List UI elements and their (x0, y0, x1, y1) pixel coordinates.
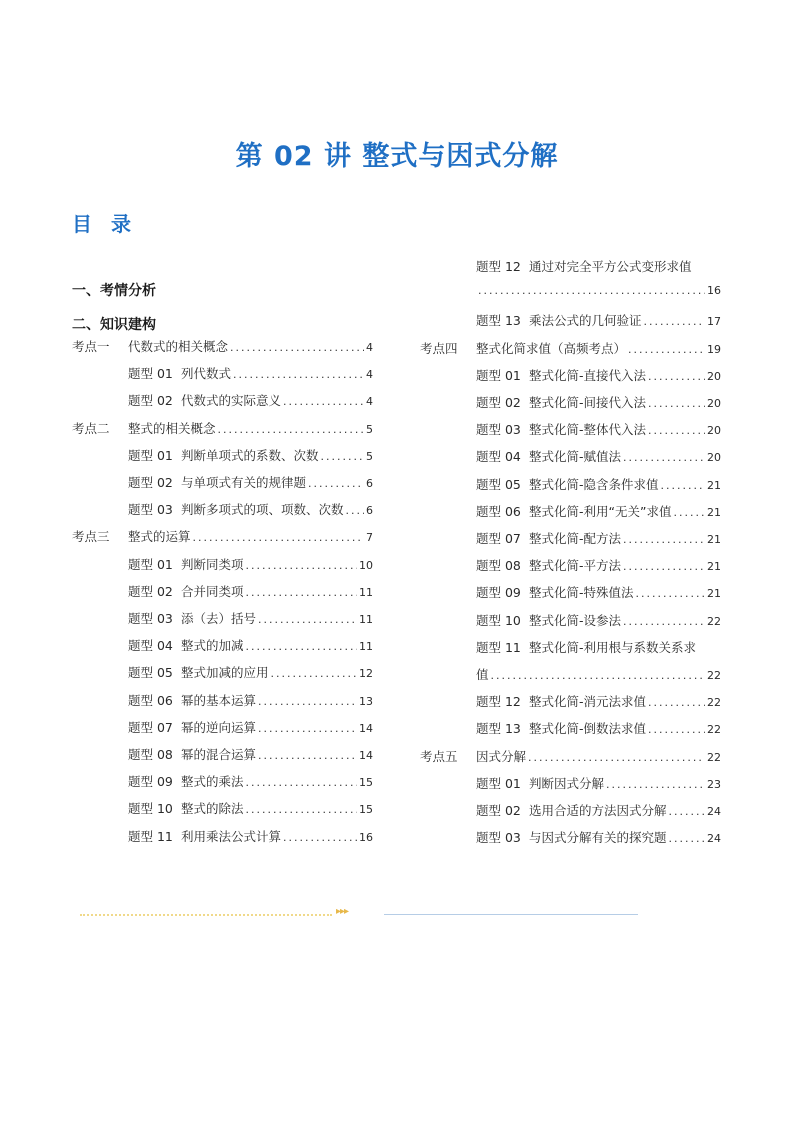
toc-entry-title: 列代数式 (181, 366, 232, 382)
toc-type-number: 题型 02 (128, 475, 173, 490)
toc-type-number: 题型 02 (476, 803, 521, 818)
toc-page-number: 20 (707, 451, 721, 465)
separator-solid-line (384, 914, 638, 915)
toc-page-number: 21 (707, 587, 721, 601)
toc-type-number: 题型 08 (128, 747, 173, 762)
toc-entry-title: 判断同类项 (181, 556, 244, 572)
toc-section-number: 考点五 (420, 748, 458, 764)
toc-entry-label (128, 772, 244, 790)
toc-entry-label (128, 446, 319, 464)
toc-entry-label (476, 774, 604, 792)
toc-entry-title: 整式化简-消元法求值 (529, 694, 647, 710)
toc-page-number: 13 (359, 694, 373, 708)
toc-page-number: 14 (359, 749, 373, 762)
toc-page-number: 15 (359, 776, 373, 790)
toc-leader-dots (648, 696, 705, 709)
toc-leader-dots (673, 506, 705, 519)
toc-page-number: 5 (366, 449, 373, 463)
toc-page-number: 22 (707, 723, 721, 737)
toc-leader-dots (246, 640, 357, 653)
separator-arrows-icon: ▸▸▸ (336, 906, 349, 917)
toc-leader-dots (669, 832, 705, 845)
toc-entry-label (476, 529, 621, 547)
toc-page-number: 16 (707, 284, 721, 298)
toc-entry-title: 整式的加减 (181, 638, 244, 654)
toc-leader-dots (661, 479, 705, 492)
toc-type-number: 题型 09 (128, 774, 173, 790)
toc-type-number: 题型 03 (128, 502, 173, 518)
toc-leader-dots (644, 315, 705, 328)
toc-entry-title: 整式加减的应用 (181, 665, 269, 681)
toc-page-number: 22 (707, 696, 721, 710)
toc-entry-label (128, 609, 256, 627)
toc-type-number: 题型 05 (476, 476, 521, 492)
toc-entry[interactable] (128, 391, 373, 411)
toc-page-number: 17 (707, 315, 721, 329)
toc-entry-title: 整式化简-配方法 (529, 531, 622, 546)
section-knowledge[interactable]: 二、知识建构 (72, 317, 156, 333)
toc-entry[interactable] (128, 718, 373, 738)
toc-page-number: 5 (366, 422, 373, 436)
toc-leader-dots (246, 586, 357, 599)
toc-entry-label (128, 718, 256, 736)
toc-page-number: 19 (707, 342, 721, 356)
toc-entry-title: 幂的逆向运算 (181, 719, 257, 735)
toc-entry[interactable] (128, 582, 373, 602)
toc-leader-dots (271, 667, 357, 680)
toc-entry-title: 幂的基本运算 (181, 692, 257, 708)
toc-entry-label (476, 311, 642, 329)
toc-leader-dots (623, 560, 705, 573)
toc-entry[interactable] (476, 692, 721, 712)
toc-type-number: 题型 09 (476, 585, 521, 601)
toc-entry-title: 整式化简-利用根与系数关系求 (529, 639, 697, 655)
toc-section-number: 考点三 (72, 529, 110, 545)
toc-type-number: 题型 07 (476, 531, 521, 546)
toc-entry[interactable] (476, 502, 721, 522)
toc-type-number: 题型 11 (128, 828, 173, 844)
toc-entry[interactable] (128, 772, 373, 792)
toc-entry-title: 通过对完全平方公式变形求值 (529, 259, 692, 274)
toc-entry-title: 整式化简-设参法 (529, 612, 622, 628)
toc-page-number: 16 (359, 830, 373, 844)
toc-type-number: 题型 12 (476, 259, 521, 274)
toc-page-number: 12 (359, 667, 373, 681)
toc-entry-label (476, 801, 667, 819)
toc-leader-dots (606, 778, 705, 791)
toc-entry[interactable] (476, 665, 721, 685)
toc-page-number: 21 (707, 533, 721, 546)
toc-entry-label (72, 527, 191, 545)
toc-leader-dots (648, 424, 705, 437)
toc-entry-title: 添（去）括号 (181, 611, 257, 626)
toc-entry-label (128, 555, 244, 573)
toc-type-number: 题型 11 (476, 639, 521, 655)
toc-leader-dots (648, 370, 705, 383)
toc-leader-dots (258, 613, 357, 626)
toc-entry-label (476, 638, 721, 656)
toc-page-number: 20 (707, 397, 721, 410)
toc-entry-label (128, 827, 281, 845)
toc-section-number: 考点一 (72, 339, 110, 354)
toc-type-number: 题型 02 (128, 583, 173, 599)
toc-leader-dots (628, 343, 705, 356)
toc-entry[interactable] (476, 583, 721, 603)
toc-entry-title: 利用乘法公式计算 (181, 828, 282, 844)
toc-leader-dots (623, 615, 705, 628)
toc-page-number: 24 (707, 805, 721, 818)
toc-entry-label (476, 420, 646, 438)
toc-entry-title: 整式的运算 (128, 529, 191, 545)
toc-type-number: 题型 10 (128, 801, 173, 817)
toc-page-number: 24 (707, 832, 721, 846)
separator-dotted-line (80, 914, 332, 916)
toc-entry-label (420, 339, 626, 357)
toc-entry-title: 整式化简-利用“无关”求值 (529, 503, 672, 519)
toc-entry-title: 判断因式分解 (529, 775, 605, 791)
toc-entry-title: 幂的混合运算 (181, 747, 257, 762)
toc-entry-title: 整式的乘法 (181, 774, 244, 790)
toc-page-number: 14 (359, 721, 373, 735)
toc-leader-dots (218, 423, 364, 436)
toc-entry-label (476, 828, 667, 846)
toc-type-number: 题型 03 (476, 830, 521, 846)
toc-entry-title: 选用合适的方法因式分解 (529, 803, 667, 818)
toc-type-number: 题型 01 (128, 556, 173, 572)
toc-page-number: 21 (707, 478, 721, 492)
toc-entry-title: 乘法公式的几何验证 (529, 313, 642, 329)
toc-leader-dots (193, 531, 364, 544)
toc-leader-dots (636, 587, 705, 600)
toc-page-number: 10 (359, 558, 373, 572)
toc-type-number: 题型 12 (476, 694, 521, 710)
toc-entry-label (476, 447, 621, 465)
toc-entry-label (476, 475, 659, 493)
toc-entry[interactable] (476, 447, 721, 467)
toc-entry-title: 整式化简-倒数法求值 (529, 721, 647, 737)
toc-entry[interactable] (476, 774, 721, 794)
toc-entry-label (128, 473, 306, 491)
toc-entry-label (476, 611, 621, 629)
toc-entry-title: 判断多项式的项、项数、次数 (181, 502, 344, 518)
toc-entry-label (128, 391, 281, 409)
toc-page-number: 7 (366, 531, 373, 545)
toc-entry-title: 合并同类项 (181, 583, 244, 599)
toc-page-number: 11 (359, 585, 373, 599)
toc-type-number: 题型 05 (128, 665, 173, 681)
toc-entry-label (72, 337, 228, 355)
toc-entry-label (128, 691, 256, 709)
toc-leader-dots (491, 669, 705, 682)
toc-entry[interactable] (420, 339, 721, 359)
toc-entry-label (420, 747, 526, 765)
toc-leader-dots (258, 722, 357, 735)
toc-entry[interactable] (128, 745, 373, 765)
toc-entry-label (476, 665, 489, 683)
toc-entry-title: 代数式的实际意义 (181, 393, 282, 409)
toc-entry[interactable] (72, 337, 373, 357)
toc-entry[interactable] (128, 555, 373, 575)
toc-page-number: 6 (366, 504, 373, 518)
toc-entry-title: 整式化简-整体代入法 (529, 422, 647, 438)
toc-entry[interactable] (128, 364, 373, 384)
toc-leader-dots (648, 723, 705, 736)
toc-entry[interactable] (128, 663, 373, 683)
toc-entry-label (128, 745, 256, 763)
toc-entry[interactable] (72, 527, 373, 547)
toc-leader-dots (258, 749, 357, 762)
toc-page-number: 15 (359, 803, 373, 817)
toc-type-number: 题型 10 (476, 612, 521, 628)
toc-leader-dots (246, 776, 357, 789)
toc-leader-dots (648, 397, 705, 410)
toc-leader-dots (246, 803, 357, 816)
toc-leader-dots (321, 450, 364, 463)
toc-entry-label (128, 364, 231, 382)
toc-entry[interactable] (128, 691, 373, 711)
toc-entry[interactable] (476, 366, 721, 386)
toc-entry-title: 整式化简-隐含条件求值 (529, 476, 659, 492)
toc-entry-title: 与单项式有关的规律题 (181, 475, 307, 490)
toc-entry[interactable] (476, 529, 721, 549)
toc-entry-label (128, 799, 244, 817)
toc-entry[interactable] (476, 556, 721, 576)
toc-entry-title: 整式化简-赋值法 (529, 449, 622, 465)
toc-leader-dots (283, 831, 357, 844)
toc-entry-title: 代数式的相关概念 (128, 339, 229, 354)
toc-leader-dots (308, 477, 364, 490)
toc-type-number: 题型 04 (128, 638, 173, 654)
toc-entry[interactable] (128, 827, 373, 847)
toc-page-number: 22 (707, 614, 721, 628)
toc-page-number: 11 (359, 613, 373, 626)
toc-entry-label (476, 719, 646, 737)
toc-page-number: 23 (707, 777, 721, 791)
toc-section-number: 考点二 (72, 420, 110, 436)
toc-type-number: 题型 08 (476, 558, 521, 574)
toc-entry-title: 因式分解 (476, 748, 527, 764)
toc-page-number: 20 (707, 424, 721, 438)
toc-entry[interactable] (420, 747, 721, 767)
toc-entry[interactable] (476, 611, 721, 631)
toc-entry-label (72, 419, 216, 437)
toc-entry[interactable] (476, 284, 721, 304)
toc-page-number: 22 (707, 669, 721, 682)
toc-page-number: 11 (359, 640, 373, 654)
toc-entry-title: 整式化简-平方法 (529, 558, 622, 574)
toc-entry-label (476, 556, 621, 574)
toc-entry[interactable] (128, 446, 373, 466)
toc-entry[interactable] (128, 799, 373, 819)
toc-entry-title: 判断单项式的系数、次数 (181, 447, 319, 463)
toc-page-number: 4 (366, 368, 373, 382)
toc-entry-title: 整式的相关概念 (128, 420, 216, 436)
toc-entry-title: 与因式分解有关的探究题 (529, 830, 667, 846)
toc-type-number: 题型 03 (128, 611, 173, 626)
toc-type-number: 题型 13 (476, 313, 521, 329)
toc-entry[interactable] (476, 420, 721, 440)
toc-entry[interactable] (476, 393, 721, 413)
toc-type-number: 题型 06 (128, 692, 173, 708)
toc-leader-dots (669, 805, 705, 818)
toc-entry-title: 整式的除法 (181, 801, 244, 817)
toc-section-number: 考点四 (420, 340, 458, 356)
toc-leader-dots (258, 695, 357, 708)
toc-type-number: 题型 01 (476, 775, 521, 791)
toc-entry-label (128, 663, 269, 681)
toc-entry[interactable] (476, 311, 721, 331)
toc-page-number: 6 (366, 477, 373, 490)
toc-entry[interactable] (476, 719, 721, 739)
toc-type-number: 题型 02 (128, 393, 173, 409)
toc-entry-title: 值 (476, 667, 489, 682)
toc-page-number: 20 (707, 369, 721, 383)
toc-entry[interactable] (128, 609, 373, 629)
toc-type-number: 题型 06 (476, 503, 521, 519)
toc-type-number: 题型 04 (476, 449, 521, 465)
toc-entry-label (476, 692, 646, 710)
toc-entry-label (476, 366, 646, 384)
toc-type-number: 题型 13 (476, 721, 521, 737)
toc-type-number: 题型 03 (476, 422, 521, 438)
toc-heading: 目 录 (72, 212, 137, 236)
toc-page-number: 21 (707, 560, 721, 574)
toc-entry[interactable] (128, 636, 373, 656)
toc-entry-label (128, 500, 344, 518)
toc-leader-dots (528, 751, 705, 764)
page-title: 第 02 讲 整式与因式分解 (235, 141, 559, 172)
toc-leader-dots (478, 284, 705, 297)
toc-page-number: 4 (366, 395, 373, 409)
toc-page-number: 22 (707, 750, 721, 764)
toc-page-number: 4 (366, 341, 373, 354)
toc-page-number: 21 (707, 505, 721, 519)
toc-entry[interactable] (72, 419, 373, 439)
toc-entry[interactable] (476, 638, 721, 658)
toc-entry-label (476, 257, 721, 275)
toc-leader-dots (246, 559, 357, 572)
toc-leader-dots (623, 451, 705, 464)
toc-entry-label (476, 583, 634, 601)
toc-type-number: 题型 02 (476, 395, 521, 410)
toc-entry[interactable] (128, 473, 373, 493)
toc-entry-title: 整式化简-特殊值法 (529, 585, 634, 601)
toc-entry-title: 整式化简-直接代入法 (529, 367, 647, 383)
toc-leader-dots (283, 395, 364, 408)
toc-type-number: 题型 01 (128, 366, 173, 382)
toc-entry[interactable] (476, 801, 721, 821)
toc-entry[interactable] (476, 257, 721, 277)
toc-leader-dots (233, 368, 364, 381)
toc-leader-dots (623, 533, 705, 546)
toc-entry[interactable] (128, 500, 373, 520)
toc-entry-title: 整式化简-间接代入法 (529, 395, 647, 410)
toc-entry-label (476, 502, 671, 520)
toc-leader-dots (346, 504, 364, 517)
section-analysis[interactable]: 一、考情分析 (72, 283, 156, 299)
toc-entry[interactable] (476, 828, 721, 848)
toc-entry-title: 整式化简求值（高频考点） (476, 340, 627, 356)
toc-type-number: 题型 07 (128, 719, 173, 735)
toc-leader-dots (230, 341, 364, 354)
toc-entry-label (128, 582, 244, 600)
toc-type-number: 题型 01 (476, 367, 521, 383)
toc-entry-label (128, 636, 244, 654)
toc-entry[interactable] (476, 475, 721, 495)
toc-entry-label (476, 393, 646, 411)
toc-type-number: 题型 01 (128, 447, 173, 463)
